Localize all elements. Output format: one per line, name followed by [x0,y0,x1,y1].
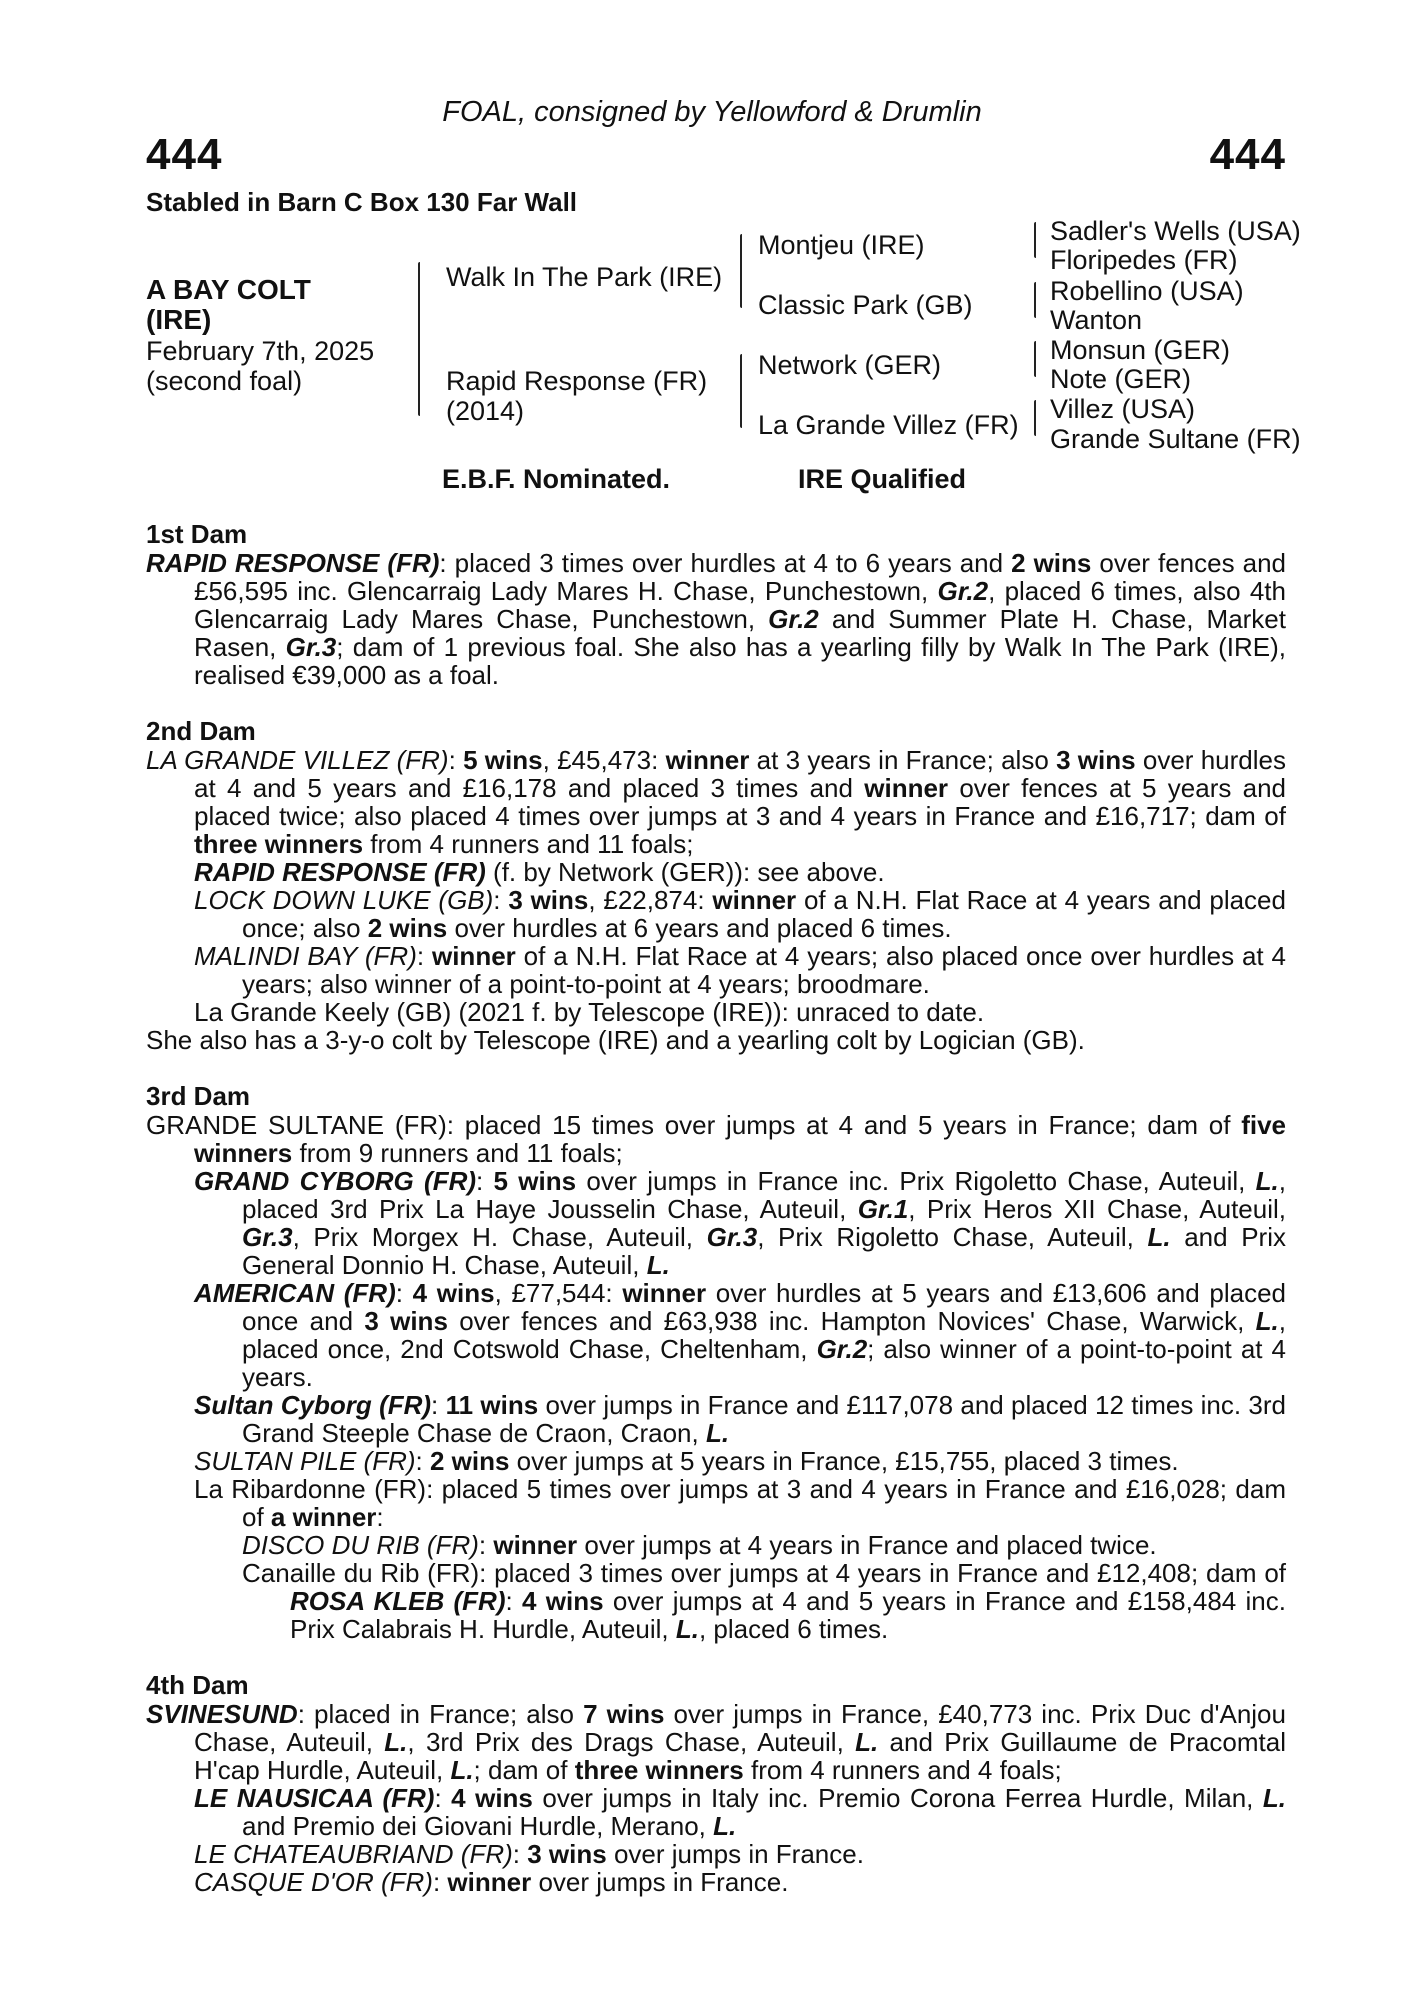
text-run: L. [675,1614,699,1644]
text-run: over fences at 5 years and placed twice; also placed 4 times over jumps at 3 and 4 years in France and £16,717; dam of [194,773,1287,831]
text-run: L. [450,1755,474,1785]
progeny-entry [194,1447,1286,1475]
text-run: LE CHATEAUBRIAND (FR) [194,1839,513,1869]
consignment-line: FOAL, consigned by Yellowford & Drumlin [442,96,982,128]
text-run: and Summer Plate H. Chase, Market Rasen, [194,604,1286,662]
text-run: Gr.3 [706,1222,758,1252]
text-run: over jumps in France inc. Prix Rigoletto Chase, Auteuil, [576,1166,1256,1196]
text-run: La Grande Keely (GB) (2021 f. by Telescope (IRE)): unraced to date. [194,997,985,1027]
text-run: Gr.2 [937,576,989,606]
additional-progeny-note [146,1026,1286,1054]
section-title: 1st Dam [146,519,248,549]
lot-number-left: 444 [146,130,223,179]
text-run: Canaille du Rib (FR): placed 3 times over jumps at 4 years in France and £12,408; dam of [242,1558,1286,1588]
text-run: Gr.2 [816,1334,868,1364]
text-run: over hurdles at 6 years and placed 6 times. [447,913,952,943]
text-run: 4 wins [412,1278,495,1308]
ire-qualified: IRE Qualified [798,464,967,494]
text-run: 7 wins [583,1699,665,1729]
text-run: LOCK DOWN LUKE (GB) [194,885,494,915]
text-run: 3 wins [1056,745,1136,775]
text-run: L. [705,1418,730,1448]
text-run: over jumps in France. [531,1867,789,1897]
catalogue-page-body [146,520,1286,1924]
sire-sire-name: Montjeu (IRE) [758,230,925,260]
section-title: 2nd Dam [146,716,256,746]
text-run: : [434,1783,452,1813]
grand-ancestor-3: Robellino (USA) [1050,276,1244,306]
text-run: L. [646,1250,670,1280]
text-run: three winners [574,1755,744,1785]
progeny-entry [194,1840,1286,1868]
progeny-entry [194,1167,1286,1279]
foaling-date: February 7th, 2025 [146,336,375,366]
text-run: : [448,745,464,775]
text-run: over hurdles at 5 years and £13,606 and placed once and [242,1278,1286,1336]
g-bracket-2 [1034,282,1036,318]
text-run: , £22,874: [588,885,713,915]
text-run: : [416,941,432,971]
text-run: (f. by Network (GER)): see above. [485,857,885,887]
progeny-entry [194,1475,1286,1531]
ebf-nominated: E.B.F. Nominated. [442,464,671,494]
text-run: 4 wins [522,1586,604,1616]
text-run: : [476,1166,494,1196]
text-run: : [505,1586,523,1616]
grand-ancestor-1: Sadler's Wells (USA) [1050,216,1301,246]
text-run: L. [1255,1166,1279,1196]
grand-progeny-entry [242,1559,1286,1643]
text-run: , placed 3rd Prix La Haye Jousselin Chase, Auteuil, [242,1166,1286,1224]
text-run: at 3 years in France; also [749,745,1057,775]
text-run: winner [447,1867,532,1897]
dam-name: RAPID RESPONSE (FR) [146,548,440,578]
text-run: 5 wins [463,745,543,775]
text-run: , Prix Rigoletto Chase, Auteuil, [757,1222,1148,1252]
text-run: GRAND CYBORG (FR) [194,1166,477,1196]
text-run: : placed 3 times over hurdles at 4 to 6 years and [439,548,1012,578]
text-run: of a N.H. Flat Race at 4 years; also placed once over hurdles at 4 years; also winner of a point-to-point at 4 years; broodmare. [242,941,1287,999]
text-run: : [431,1390,446,1420]
sire-dam-name: Classic Park (GB) [758,290,973,320]
text-run: Gr.2 [768,604,819,634]
progeny-entry [194,858,1286,886]
text-run: : [376,1502,384,1532]
dam-name: SVINESUND [146,1699,298,1729]
text-run: , 3rd Prix des Drags Chase, Auteuil, [407,1727,856,1757]
text-run: 3 wins [527,1839,607,1869]
text-run: Gr.3 [242,1222,293,1252]
text-run: a winner [270,1502,377,1532]
text-run: , Prix Morgex H. Chase, Auteuil, [292,1222,707,1252]
text-run: , Prix Heros XII Chase, Auteuil, [908,1194,1286,1224]
text-run: three winners [194,829,364,859]
text-run: , placed once, 2nd Cotswold Chase, Cheltenham, [242,1306,1286,1364]
text-run: 3 wins [364,1306,448,1336]
grand-ancestor-2: Floripedes (FR) [1050,245,1238,275]
text-run: MALINDI BAY (FR) [194,941,417,971]
text-run: L. [1255,1306,1279,1336]
text-run: 2 wins [367,913,448,943]
text-run: : [395,1278,413,1308]
text-run: 2 wins [1011,548,1092,578]
text-run: winner [665,745,750,775]
text-run: over hurdles at 4 and 5 years and £16,178 and placed 3 times and [194,745,1286,803]
text-run: L. [1262,1783,1287,1813]
dam-record [146,549,1286,689]
text-run: LE NAUSICAA (FR) [194,1783,435,1813]
text-run: winner [493,1530,578,1560]
text-run: : [478,1530,494,1560]
text-run: over fences and £56,595 inc. Glencarraig Lady Mares H. Chase, Punchestown, [194,548,1286,606]
text-run: and Prix General Donnio H. Chase, Auteuil, [242,1222,1286,1280]
g-bracket-1 [1034,222,1036,258]
text-run: 2 wins [429,1446,510,1476]
foal-note: (second foal) [146,366,303,396]
text-run: Sultan Cyborg (FR) [194,1390,432,1420]
sire-name: Walk In The Park (IRE) [446,262,723,292]
text-run: over jumps at 4 and 5 years in France and £158,484 inc. Prix Calabrais H. Hurdle, Auteuil, [290,1586,1286,1644]
grand-ancestor-7: Villez (USA) [1050,394,1196,424]
g-bracket-4 [1034,400,1036,436]
text-run: and Prix Guillaume de Pracomtal H'cap Hurdle, Auteuil, [194,1727,1286,1785]
text-run: from 4 runners and 4 foals; [743,1755,1062,1785]
text-run: L. [855,1727,879,1757]
text-run: five winners [194,1110,1287,1168]
text-run: 11 wins [445,1390,539,1420]
text-run: , £77,544: [494,1278,623,1308]
text-run: ; also winner of a point-to-point at 4 years. [242,1334,1287,1392]
text-run: over jumps in France and £117,078 and placed 12 times inc. 3rd Grand Steeple Chase de Craon, Craon, [242,1390,1286,1448]
text-run: over jumps at 4 years in France and placed twice. [577,1530,1157,1560]
text-run: She also has a 3-y-o colt by Telescope (IRE) and a yearling colt by Logician (GB). [146,1025,1085,1055]
text-run: L. [384,1727,408,1757]
progeny-entry [194,1784,1286,1840]
sire-bracket [740,234,742,308]
progeny-entry [194,942,1286,998]
progeny-entry [194,998,1286,1026]
dam-bracket [740,354,742,428]
horse-name-line1: A BAY COLT [146,274,311,305]
text-run: 5 wins [493,1166,577,1196]
text-run: of a N.H. Flat Race at 4 years and placed once; also [242,885,1286,943]
progeny-entry [194,1391,1286,1447]
dam-record [146,1111,1286,1167]
text-run: winner [622,1278,707,1308]
lot-number-right: 444 [1209,130,1286,179]
dam-name: LA GRANDE VILLEZ (FR) [146,745,449,775]
text-run: 3 wins [508,885,589,915]
progeny-entry [194,1868,1286,1896]
grand-ancestor-6: Note (GER) [1050,364,1192,394]
text-run: winner [712,885,797,915]
text-run: winner [864,773,949,803]
progeny-entry [194,886,1286,942]
text-run: : [512,1839,528,1869]
text-run: over jumps at 5 years in France, £15,755, placed 3 times. [509,1446,1179,1476]
text-run: CASQUE D'OR (FR) [194,1867,433,1897]
text-run: winner [431,941,516,971]
dam-dam-name: La Grande Villez (FR) [758,410,1019,440]
text-run: from 4 runners and 11 foals; [363,829,694,859]
text-run: Gr.3 [285,632,337,662]
text-run: 4 wins [451,1783,533,1813]
text-run: : placed 15 times over jumps at 4 and 5 years in France; dam of [446,1110,1242,1140]
grand-ancestor-5: Monsun (GER) [1050,335,1231,365]
text-run: from 9 runners and 11 foals; [292,1138,623,1168]
text-run: L. [1147,1222,1171,1252]
progeny-entry [194,1279,1286,1391]
fourth-dam-section [146,1671,1286,1896]
text-run: , placed 6 times. [698,1614,889,1644]
text-run: ; dam of [473,1755,575,1785]
text-run: over fences and £63,938 inc. Hampton Novices' Chase, Warwick, [447,1306,1256,1336]
text-run: over jumps in Italy inc. Premio Corona Ferrea Hurdle, Milan, [532,1783,1263,1813]
dam-record [146,1700,1286,1784]
horse-name-line2: (IRE) [146,304,212,335]
dam-name: GRANDE SULTANE (FR) [146,1110,447,1140]
text-run: RAPID RESPONSE (FR) [194,857,486,887]
grand-progeny-entry [242,1531,1286,1559]
grand-ancestor-4: Wanton [1050,305,1143,335]
text-run: DISCO DU RIB (FR) [242,1530,479,1560]
first-dam-section [146,520,1286,689]
text-run: ROSA KLEB (FR) [290,1586,506,1616]
third-dam-section [146,1082,1286,1643]
text-run: SULTAN PILE (FR) [194,1446,416,1476]
section-title: 3rd Dam [146,1081,251,1111]
g-bracket-3 [1034,341,1036,377]
text-run: , £45,473: [542,745,666,775]
section-title: 4th Dam [146,1670,249,1700]
text-run: Gr.1 [857,1194,909,1224]
text-run: : [432,1867,448,1897]
parent-bracket [418,262,420,416]
text-run: , placed 6 times, also 4th Glencarraig Lady Mares Chase, Punchestown, [194,576,1286,634]
text-run: : placed in France; also [297,1699,584,1729]
dam-year: (2014) [446,396,525,426]
text-run: : [415,1446,430,1476]
stabling-info: Stabled in Barn C Box 130 Far Wall [146,187,578,217]
text-run: L. [713,1811,737,1841]
grand-ancestor-8: Grande Sultane (FR) [1050,424,1301,454]
dam-record [146,746,1286,858]
dam-sire-name: Network (GER) [758,350,942,380]
text-run: : [493,885,509,915]
text-run: over jumps in France, £40,773 inc. Prix Duc d'Anjou Chase, Auteuil, [194,1699,1286,1757]
text-run: and Premio dei Giovani Hurdle, Merano, [242,1811,714,1841]
text-run: La Ribardonne (FR): placed 5 times over jumps at 3 and 4 years in France and £16,028; dam of [194,1474,1286,1532]
text-run: over jumps in France. [606,1839,864,1869]
second-dam-section [146,717,1286,1054]
text-run: AMERICAN (FR) [194,1278,396,1308]
dam-name: Rapid Response (FR) [446,366,708,396]
text-run: ; dam of 1 previous foal. She also has a yearling filly by Walk In The Park (IRE), realised €39,000 as a foal. [194,632,1286,690]
